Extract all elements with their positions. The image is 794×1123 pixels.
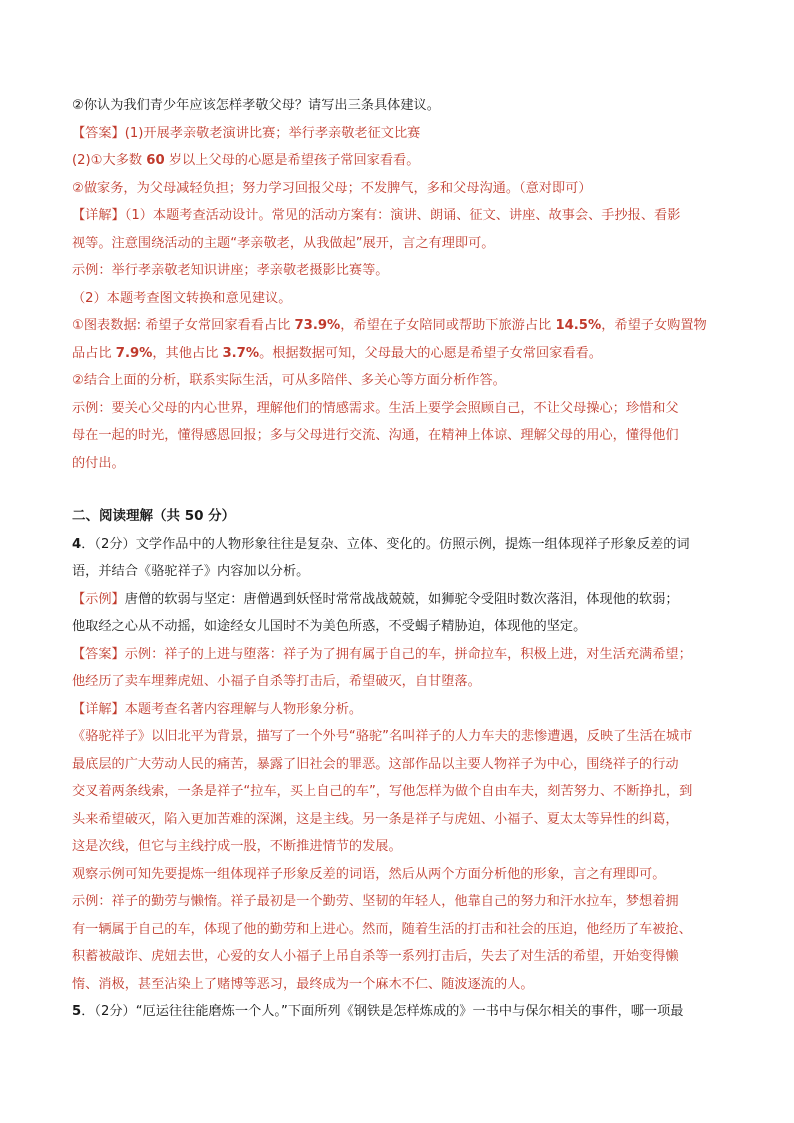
section-heading-reading: 二、阅读理解（共 50 分） [72,508,236,524]
answer-line-2a [72,147,724,175]
question-4-detail-text: 本题考查名著内容理解与人物形象分析。 [124,701,363,717]
detail-2a-line-2 [72,340,724,368]
answer-line-1 [72,120,724,148]
question-5-line-1 [72,998,724,1026]
document-page [72,92,724,1026]
question-4-detail-line [72,696,724,724]
question-4-sample-line-1: 示例：祥子的勤劳与懒惰。祥子最初是一个勤劳、坚韧的年轻人，他靠自己的努力和汗水拉车，梦想着拥 [72,894,679,909]
detail-2a-line-1 [72,312,724,340]
detail-2a-l1-text-b: ，希望在子女陪同或帮助下旅游占比 [340,318,556,333]
question-4-analysis-line-3: 交叉着两条线索，一条是祥子“拉车，买上自己的车”，写他怎样为做个自由车夫，刻苦努力、不断挣扎，到 [72,784,693,799]
question-3-part-2-prompt: ②你认为我们青少年应该怎样孝敬父母？请写出三条具体建议。 [72,98,440,113]
question-4-text-1: ．（2分）文学作品中的人物形象往往是复杂、立体、变化的。仿照示例，提炼一组体现祥子形象反差的词 [81,536,690,552]
percent-7-9: 7.9% [115,345,153,361]
percent-3-7: 3.7% [222,345,260,361]
question-5-number: 5 [72,1004,82,1019]
question-4-analysis-line-2: 最底层的广大劳动人民的痛苦，暴露了旧社会的罪恶。这部作品以主要人物祥子为中心，围绕祥子的行动 [72,756,679,772]
detail-line-1 [72,202,724,230]
detail-2a-l2-text-a: 品占比 [72,345,116,361]
question-4-analysis-line-4: 头来希望破灭，陷入更加苦难的深渊，这是主线。另一条是祥子与虎妞、小福子、夏太太等异性的纠葛， [72,811,679,827]
answer-tag-2: 【答案】 [72,646,125,662]
question-4-sample-line-3: 积蓄被敲诈、虎妞去世，心爱的女人小福子上吊自杀等一系列打击后，失去了对生活的希望，开始变得懒 [72,949,679,964]
question-4-number: 4 [72,536,82,552]
detail-tag-2: 【详解】 [72,701,125,717]
detail-1-example: 示例：举行孝亲敬老知识讲座；孝亲敬老摄影比赛等。 [72,263,389,278]
detail-2b: ②结合上面的分析，联系实际生活，可从多陪伴、多关心等方面分析作答。 [72,373,506,388]
detail-tag: 【详解】 [72,208,125,223]
example-tag: 【示例】 [72,591,125,607]
detail-2a-l2-text-b: ，其他占比 [152,345,223,361]
detail-1-line-2: 视等。注意围绕活动的主题“孝亲敬老，从我做起”展开，言之有理即可。 [72,235,495,251]
percent-14-5: 14.5% [555,318,602,333]
percent-73-9: 73.9% [294,318,341,333]
question-4-example-line-1 [72,586,724,614]
question-4-answer-line-2: 他经历了卖车埋葬虎妞、小福子自杀等打击后，希望破灭，自甘堕落。 [72,674,481,689]
detail-2a-l1-text-a: ①图表数据: 希望子女常回家看看占比 [72,318,295,333]
answer-2a-number: 60 [146,153,165,168]
detail-2b-example-line-2: 母在一起的时光，懂得感恩回报；多与父母进行交流、沟通，在精神上体谅、理解父母的用心，懂得他们 [72,428,679,443]
answer-tag: 【答案】 [72,125,125,141]
detail-2a-l1-text-c: ，希望子女购置物 [601,318,707,333]
question-4-answer-line-1 [72,641,724,669]
question-4-analysis-line-1: 《骆驼祥子》以旧北平为背景，描写了一个外号“骆驼”名叫祥子的人力车夫的悲惨遭遇，反映了生活在城市 [72,729,693,744]
answer-1-text: (1)开展孝亲敬老演讲比赛；举行孝亲敬老征文比赛 [124,125,421,141]
detail-2b-example-line-3: 的付出。 [72,455,125,471]
answer-2a-post: 岁以上父母的心愿是希望孩子常回家看看。 [164,153,420,168]
answer-line-2b: ②做家务，为父母减轻负担；努力学习回报父母；不发脾气，多和父母沟通。（意对即可） [72,180,592,196]
question-4-sample-line-4: 惰、消极，甚至沾染上了赌博等恶习，最终成为一个麻木不仁、随波逐流的人。 [72,976,534,992]
question-4-answer-text-1: 示例：祥子的上进与堕落：祥子为了拥有属于自己的车，拼命拉车，积极上进，对生活充满希望； [124,646,692,662]
detail-2-intro: （2）本题考查图文转换和意见建议。 [72,290,292,306]
question-4-line-1 [72,531,724,559]
question-5-text-1: ．（2分）“厄运往往能磨炼一个人。”下面所列《钢铁是怎样炼成的》一书中与保尔相关的事件，哪一项最 [81,1004,684,1019]
detail-2a-l2-text-c: 。根据数据可知，父母最大的心愿是希望子女常回家看看。 [259,345,602,361]
answer-2a-pre: (2)①大多数 [72,153,147,168]
question-4-example-text-1: 唐僧的软弱与坚定：唐僧遇到妖怪时常常战战兢兢，如狮驼令受阻时数次落泪，体现他的软弱； [124,591,679,607]
question-4-sample-line-2: 有一辆属于自己的车，体现了他的勤劳和上进心。然而，随着生活的打击和社会的压迫，他经历了车被抢、 [72,921,692,937]
question-4-line-2: 语，并结合《骆驼祥子》内容加以分析。 [72,564,310,579]
detail-1-line-1: （1）本题考查活动设计。常见的活动方案有：演讲、朗诵、征文、讲座、故事会、手抄报、看影 [124,208,681,223]
question-4-example-line-2: 他取经之心从不动摇，如途经女儿国时不为美色所惑，不受蝎子精胁迫，体现他的坚定。 [72,619,587,634]
question-4-analysis-line-5: 这是次线，但它与主线拧成一股，不断推进情节的发展。 [72,839,402,854]
question-4-method-line: 观察示例可知先要提炼一组体现祥子形象反差的词语，然后从两个方面分析他的形象，言之有理即可。 [72,866,666,882]
detail-2b-example-line-1: 示例：要关心父母的内心世界，理解他们的情感需求。生活上要学会照顾自己，不让父母操心；珍惜和父 [72,400,679,416]
